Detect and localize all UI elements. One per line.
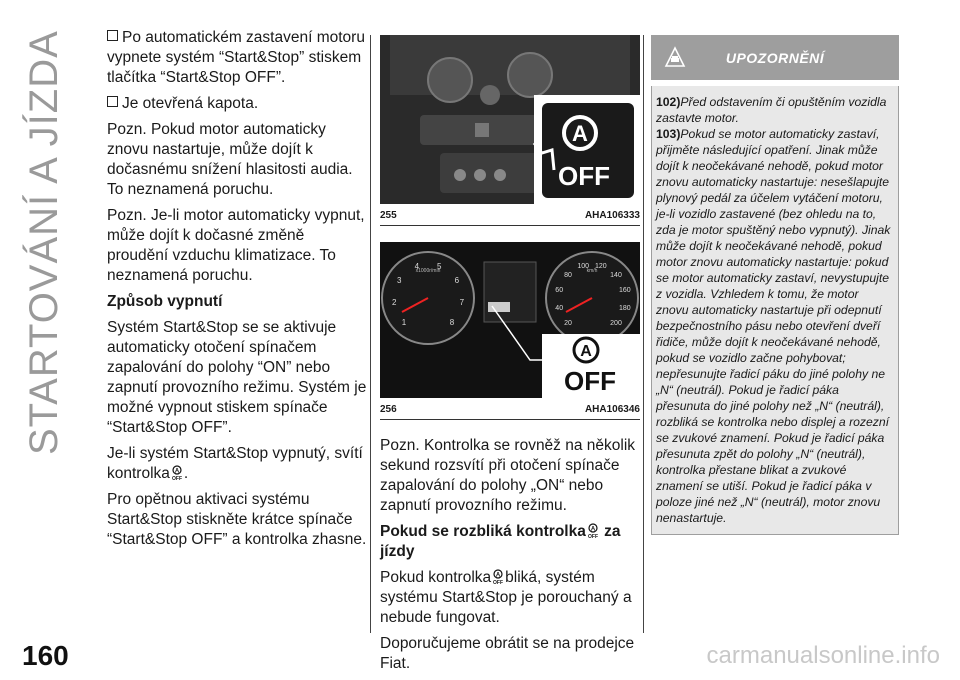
paragraph: Pokud kontrolka A OFF bliká, systém systému Start&Stop je porouchaný a nebude fungovat. bbox=[380, 569, 632, 626]
figure-256-photo bbox=[380, 242, 640, 398]
svg-text:OFF: OFF bbox=[587, 534, 598, 539]
figure-overlay-label: OFF bbox=[558, 161, 610, 191]
section-heading: Způsob vypnutí bbox=[107, 293, 223, 310]
text-column-2-body bbox=[380, 436, 640, 674]
figure-caption: 255 AHA106333 bbox=[380, 204, 640, 226]
warning-box bbox=[651, 86, 899, 535]
gauge-tick-label: 7 bbox=[459, 297, 465, 307]
gauge-tick-label: 140 bbox=[610, 272, 622, 279]
warning-header bbox=[651, 35, 899, 80]
gauge-tick-label: 20 bbox=[564, 320, 572, 327]
start-stop-off-icon bbox=[170, 465, 184, 481]
svg-text:OFF: OFF bbox=[171, 476, 182, 481]
warning-title: UPOZORNĚNÍ bbox=[725, 49, 825, 66]
paragraph: Pozn. Pokud motor automaticky znovu nastartuje, může dojít k dočasnému snížení hlasitosti audia. To neznamená poruchu. bbox=[107, 121, 353, 198]
gauge-tick-label: 200 bbox=[610, 320, 622, 327]
gauge-tick-label: 120 bbox=[594, 263, 607, 271]
svg-text:OFF: OFF bbox=[493, 580, 504, 585]
column-divider bbox=[370, 35, 371, 633]
paragraph: Je otevřená kapota. bbox=[107, 94, 369, 114]
section-side-title: STARTOVÁNÍ A JÍZDA bbox=[22, 30, 66, 455]
paragraph: Pozn. Kontrolka se rovněž na několik sekund rozsvítí při otočení spínače zapalování do polohy „ON“ nebo zapnutí provozního režimu. bbox=[380, 437, 636, 514]
svg-text:A: A bbox=[580, 343, 592, 360]
car-warning-icon bbox=[663, 45, 687, 69]
instrument-cluster-image bbox=[380, 242, 640, 398]
figure-overlay-label: OFF bbox=[564, 366, 616, 396]
gauge-tick-label: 8 bbox=[449, 318, 455, 327]
svg-text:A: A bbox=[174, 468, 180, 475]
paragraph: Pozn. Je-li motor automaticky vypnut, může dojít k dočasné změně proudění vzduchu klimatizace. To neznamená poruchu. bbox=[107, 207, 365, 284]
gauge-tick-label: 4 bbox=[414, 261, 420, 271]
gauge-tick-label: 80 bbox=[564, 272, 572, 279]
rpm-unit-label: x1000r/min bbox=[415, 268, 441, 274]
gauge-tick-label: 40 bbox=[555, 304, 564, 312]
gauge-tick-label: 3 bbox=[396, 275, 402, 285]
text-column-2 bbox=[380, 35, 640, 680]
paragraph: Systém Start&Stop se se aktivuje automaticky otočení spínačem zapalování do polohy “ON” nebo zapnutí provozního režimu. Systém je možné vypnout stiskem spínače “Start&Stop OFF”. bbox=[107, 319, 367, 436]
watermark-text: carmanualsonline.info bbox=[706, 642, 940, 669]
paragraph: Je-li systém Start&Stop vypnutý, svítí kontrolka A OFF . bbox=[107, 445, 363, 482]
gauge-tick-label: 1 bbox=[401, 318, 407, 327]
section-heading: Pokud se rozbliká kontrolka A OFF za jízdy bbox=[380, 523, 621, 560]
paragraph: Pro opětnou aktivaci systému Start&Stop stiskněte krátce spínače “Start&Stop OFF” a kontrolka zhasne. bbox=[107, 491, 367, 548]
checkbox-bullet-icon bbox=[107, 96, 118, 107]
speed-unit-label: km/h bbox=[586, 268, 598, 274]
gauge-tick-label: 180 bbox=[618, 304, 631, 312]
figure-255-photo bbox=[380, 35, 640, 204]
start-stop-off-icon bbox=[491, 569, 505, 585]
figure-caption: 256 AHA106346 bbox=[380, 398, 640, 420]
dashboard-controls-image bbox=[380, 35, 640, 204]
gauge-tick-label: 6 bbox=[454, 275, 460, 285]
start-stop-off-icon bbox=[586, 523, 600, 539]
svg-text:A: A bbox=[572, 121, 588, 146]
paragraph: Po automatickém zastavení motoru vypnete systém “Start&Stop” stiskem tlačítka “Start&Stop OFF”. bbox=[107, 29, 365, 86]
column-divider bbox=[643, 35, 644, 633]
warning-item: 102)Před odstavením či opuštěním vozidla zastavte motor. bbox=[656, 95, 887, 125]
gauge-tick-label: 160 bbox=[618, 287, 631, 295]
paragraph: Doporučujeme obrátit se na prodejce Fiat. bbox=[380, 635, 635, 672]
gauge-tick-label: 2 bbox=[391, 297, 397, 307]
gauge-tick-label: 60 bbox=[555, 287, 564, 295]
svg-text:A: A bbox=[590, 526, 596, 533]
page-number: 160 bbox=[22, 640, 69, 671]
checkbox-bullet-icon bbox=[107, 30, 118, 41]
text-column-1 bbox=[107, 28, 369, 556]
warning-column bbox=[651, 35, 899, 535]
gauge-tick-label: 5 bbox=[436, 261, 442, 271]
warning-item: 103)Pokud se motor automaticky zastaví, přijměte následující opatření. Jinak může dojít k neočekávané nehodě, pokud motor znovu automaticky nastartuje: nesešlapujte plynový pedál za účelem vytáčení motoru, je-li vozidlo zastavené (bez ohledu na to, zda je motor spuštěný nebo vypnutý). Jinak může dojít k neočekávané nehodě, pokud motor znovu automaticky nastartuje: pokud se motor automaticky zastaví, nevystupujte z vozidla. Vzhledem k tomu, že motor znovu automaticky nastartuje při odepnutí bezpečnostního pásu nebo otevření dveří řidiče, může dojít k neočekávané nehodě, pokud se vozidlo začne pohybovat; nepřesunujte řadicí páku do jiné polohy ne „N“ (neutrál). Pokud je řadicí páka přesunuta do jiné polohy než „N“ (neutrál), rozbliká se kontrolka nebo displej a rozezní se zvukové znamení. Pokud je řadicí páka přesunuta zpět do polohy „N“ (neutrál), kontrolka přestane blikat a zvukové znamení se utiší. Pokud je řadicí páka v poloze jiné než „N“ (neutrál), motor znovu nenastartuje. bbox=[656, 127, 891, 525]
svg-text:A: A bbox=[495, 572, 501, 579]
gauge-tick-label: 100 bbox=[577, 263, 590, 271]
